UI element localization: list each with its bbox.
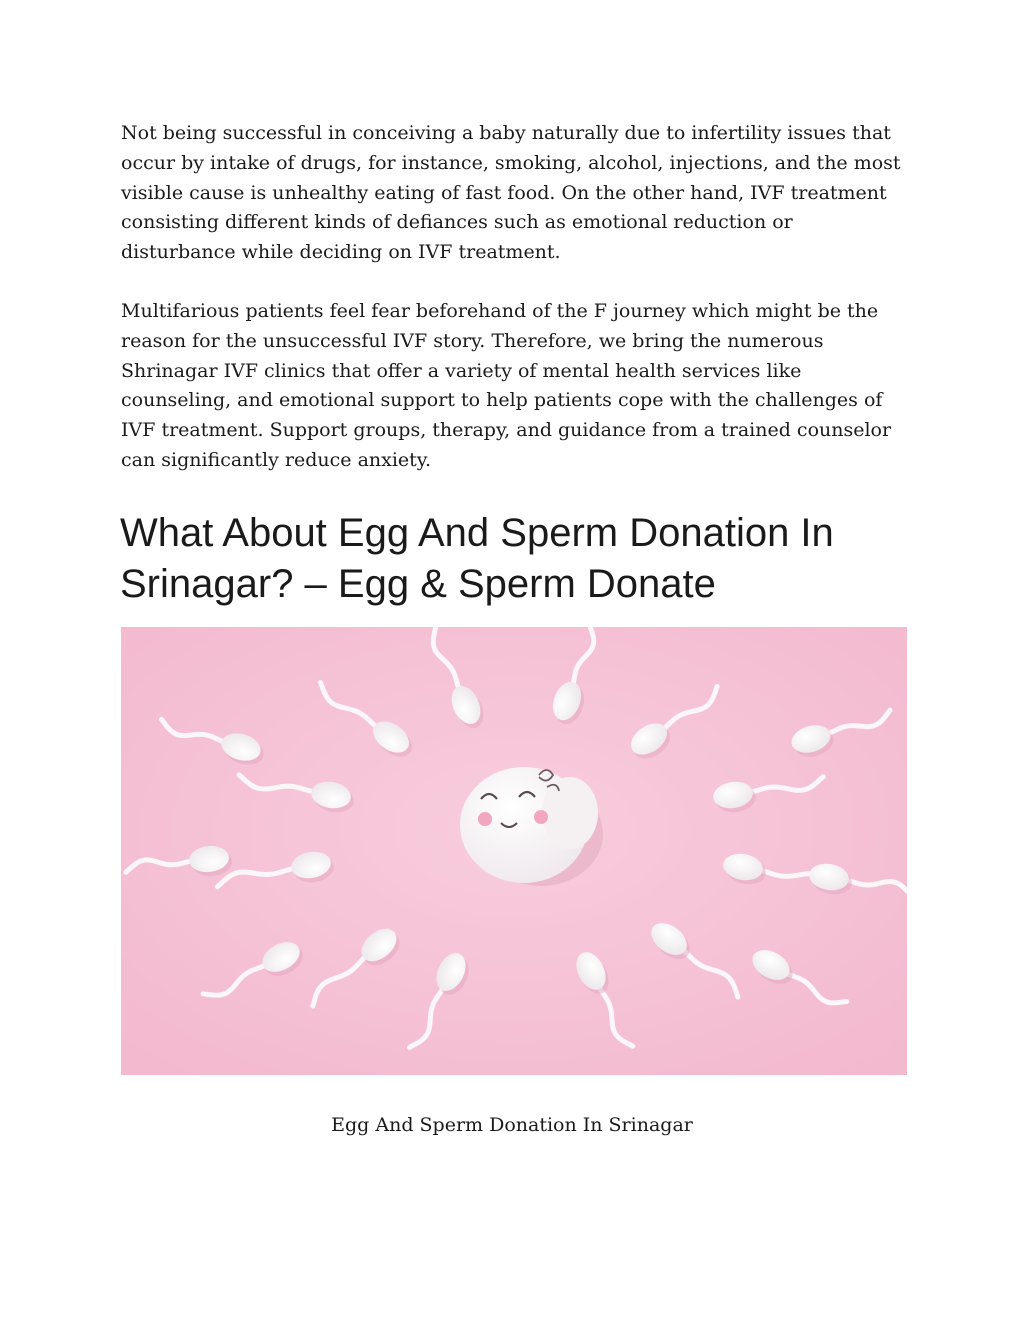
figure-caption: Egg And Sperm Donation In Srinagar <box>331 1114 693 1136</box>
paragraph-infertility-causes: Not being successful in conceiving a baby naturally due to infertility issues that occur by intake of drugs, for instance, smoking, alcohol, injections, and the most visible cause is unhealthy eating of fast food. On the other hand, IVF treatment consisting different kinds of defiances such as emotional reduction or disturbance while deciding on IVF treatment. <box>121 122 901 264</box>
paragraph-mental-health-support: Multifarious patients feel fear beforehand of the F journey which might be the reason for the unsuccessful IVF story. Therefore, we bring the numerous Shrinagar IVF clinics that offer a variety of mental health services like counseling, and emotional support to help patients cope with the challenges of IVF treatment. Support groups, therapy, and guidance from a trained counselor can significantly reduce anxiety. <box>121 300 892 471</box>
section-heading: What About Egg And Sperm Donation In Srinagar? – Egg & Sperm Donate <box>120 511 834 606</box>
egg-sperm-illustration <box>121 627 907 1075</box>
